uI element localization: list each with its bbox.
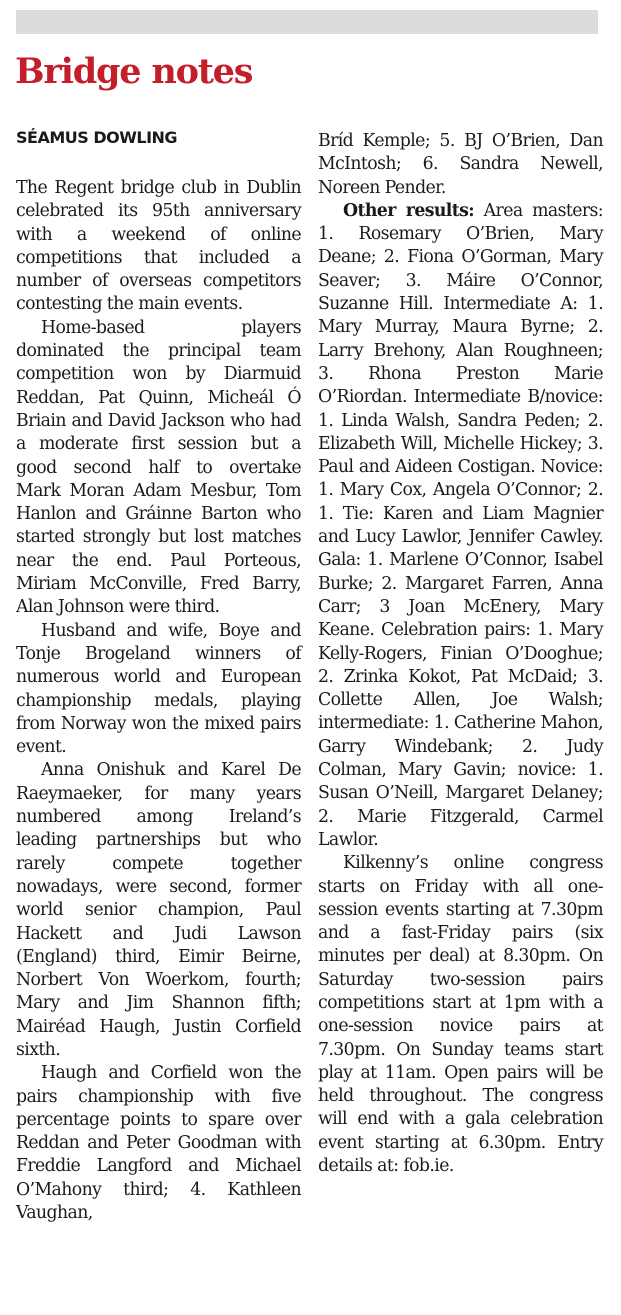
- paragraph-team-event: Home-based players dominated the principal team competition won by Diarmuid Reddan, Pat Quinn, Micheál Ó Briain and David Jackson who had a moderate first session but a good second half to overtake Mark Moran Adam Mesbur, Tom Hanlon and Gráinne Barton who started strongly but lost matches near the end. Paul Porteous, Miriam McConville, Fred Barry, Alan Johnson were third.: [16, 317, 301, 618]
- right-column: [318, 130, 603, 1178]
- paragraph-mixed-pairs: Husband and wife, Boye and Tonje Brogeland winners of numerous world and European championship medals, playing from Norway won the mixed pairs event.: [16, 620, 301, 758]
- other-results-label: Other results:: [343, 200, 475, 221]
- paragraph-continuation: Bríd Kemple; 5. BJ O’Brien, Dan McIntosh; 6. Sandra Newell, Noreen Pender.: [318, 131, 603, 198]
- other-results-text: Area masters: 1. Rosemary O’Brien, Mary Deane; 2. Fiona O’Gorman, Mary Seaver; 3. Máire O’Connor, Suzanne Hill. Intermediate A: 1. Mary Murray, Maura Byrne; 2. Larry Brehony, Alan Roughneen; 3. Rhona Preston Marie O’Riordan. Intermediate B/novice: 1. Linda Walsh, Sandra Peden; 2. Elizabeth Will, Michelle Hickey; 3. Paul and Aideen Costigan. Novice: 1. Mary Cox, Angela O’Connor; 2. 1. Tie: Karen and Liam Magnier and Lucy Lawlor, Jennifer Cawley. Gala: 1. Marlene O’Connor, Isabel Burke; 2. Margaret Farren, Anna Carr; 3 Joan McEnery, Mary Keane. Celebration pairs: 1. Mary Kelly-Rogers, Finian O’Dooghue; 2. Zrinka Kokot, Pat McDaid; 3. Collette Allen, Joe Walsh; intermediate: 1. Catherine Mahon, Garry Windebank; 2. Judy Colman, Mary Gavin; novice: 1. Susan O’Neill, Margaret Delaney; 2. Marie Fitzgerald, Carmel Lawlor.: [318, 200, 603, 850]
- paragraph-intro: The Regent bridge club in Dublin celebrated its 95th anniversary with a weekend of online competitions that included a number of overseas competitors contesting the main events.: [16, 178, 301, 315]
- page-title: Bridge notes: [15, 51, 253, 92]
- paragraph-kilkenny-congress: Kilkenny’s online congress starts on Friday with all one-session events starting at 7.30pm and a fast-Friday pairs (six minutes per deal) at 8.30pm. On Saturday two-session pairs competitions start at 1pm with a one-session novice pairs at 7.30pm. On Sunday teams start play at 11am. Open pairs will be held throughout. The congress will end with a gala celebration event starting at 6.30pm. Entry details at: fob.ie.: [318, 853, 603, 1177]
- byline: SÉAMUS DOWLING: [16, 128, 178, 147]
- paragraph-mixed-pairs-results: Anna Onishuk and Karel De Raeymaeker, for many years numbered among Ireland’s leading partnerships but who rarely compete together nowadays, were second, former world senior champion, Paul Hackett and Judi Lawson (England) third, Eimir Beirne, Norbert Von Woerkom, fourth; Mary and Jim Shannon fifth; Mairéad Haugh, Justin Corfield sixth.: [16, 760, 301, 1060]
- left-column: [16, 177, 301, 1225]
- header-rule: [16, 10, 598, 34]
- paragraph-pairs-championship: Haugh and Corfield won the pairs championship with five percentage points to spare over Reddan and Peter Goodman with Freddie Langford and Michael O’Mahony third; 4. Kathleen Vaughan,: [16, 1063, 301, 1224]
- paragraph-other-results: [318, 200, 603, 852]
